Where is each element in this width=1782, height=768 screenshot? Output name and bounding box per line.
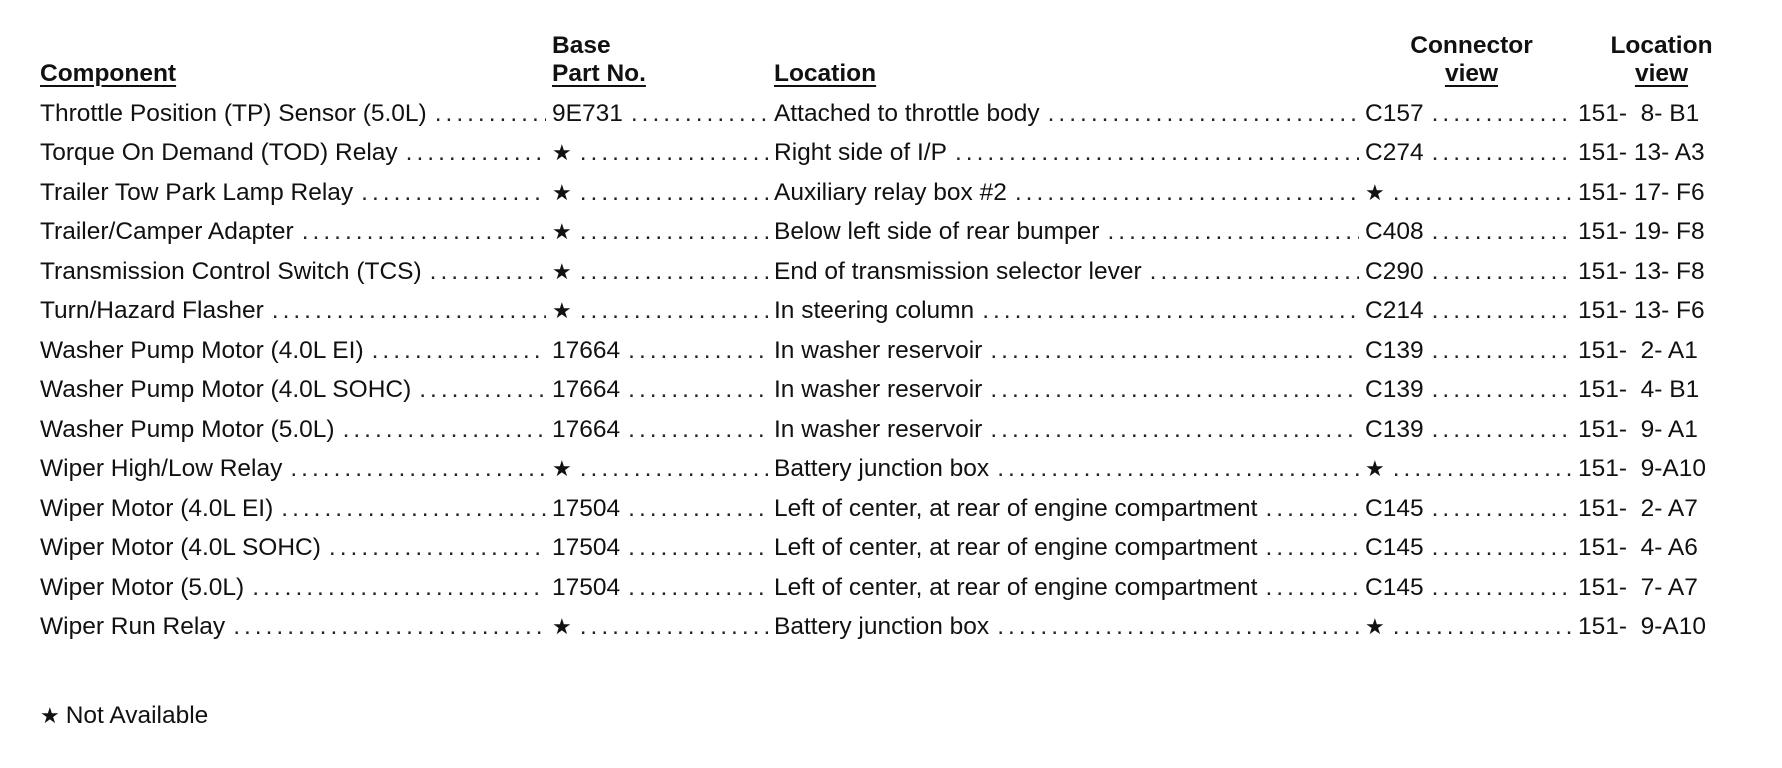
cell-location [774,450,1365,490]
part-text: ★ [552,614,572,640]
cell-component [40,331,552,371]
cell-connector [1365,568,1578,608]
dot-leader [1432,495,1572,523]
location-text: Attached to throttle body [774,99,1040,127]
dot-leader [628,416,768,444]
cell-view: 151- 9- A1 [1578,415,1698,443]
component-text: Wiper Run Relay [40,613,226,641]
part-text: 17504 [552,494,621,522]
dot-leader [580,139,768,167]
cell-location [774,489,1365,529]
connector-text: C290 [1365,257,1424,285]
component-text: Wiper Motor (5.0L) [40,573,245,601]
cell-part [552,568,774,608]
dot-leader [1265,495,1359,523]
dot-leader [290,455,546,483]
table-row [40,489,1745,529]
cell-connector [1365,489,1578,529]
dot-leader [329,534,546,562]
table-row [40,608,1745,648]
cell-part [552,94,774,134]
cell-connector [1365,371,1578,411]
cell-view: 151- 13- F8 [1578,257,1705,285]
cell-connector [1365,608,1578,648]
dot-leader [1393,179,1572,207]
cell-component [40,173,552,213]
table-row [40,292,1745,332]
cell-location [774,292,1365,332]
dot-leader [372,337,546,365]
dot-leader [628,337,768,365]
cell-view: 151- 9-A10 [1578,613,1707,641]
table-header-row [40,32,1745,94]
cell-view: 151- 13- A3 [1578,139,1705,167]
header-base-part-no: Base Part No. [552,32,646,87]
table-row [40,134,1745,174]
dot-leader [1048,100,1359,128]
part-text: ★ [552,140,572,166]
cell-view: 151- 7- A7 [1578,573,1698,601]
dot-leader [1015,179,1359,207]
connector-text: ★ [1365,456,1385,482]
cell-connector [1365,173,1578,213]
location-text: In washer reservoir [774,415,983,443]
part-text: ★ [552,219,572,245]
connector-text: C145 [1365,534,1424,562]
dot-leader [1265,574,1359,602]
component-text: Washer Pump Motor (5.0L) [40,415,335,443]
dot-leader [361,179,546,207]
component-text: Washer Pump Motor (4.0L SOHC) [40,376,412,404]
dot-leader [281,495,546,523]
dot-leader [990,416,1359,444]
connector-text: C157 [1365,99,1424,127]
dot-leader [1432,139,1572,167]
table-body [40,94,1745,647]
cell-part [552,608,774,648]
connector-text: C145 [1365,573,1424,601]
cell-view: 151- 17- F6 [1578,178,1705,206]
location-text: Below left side of rear bumper [774,218,1100,246]
cell-part [552,371,774,411]
footnote [40,702,208,730]
table-row [40,450,1745,490]
table-row [40,213,1745,253]
connector-text: ★ [1365,179,1385,205]
dot-leader [1150,258,1359,286]
cell-part [552,450,774,490]
table-row [40,252,1745,292]
part-text: ★ [552,298,572,324]
table-row [40,173,1745,213]
cell-location [774,568,1365,608]
cell-location [774,173,1365,213]
component-text: Throttle Position (TP) Sensor (5.0L) [40,99,427,127]
cell-part [552,529,774,569]
dot-leader [580,297,768,325]
cell-location [774,94,1365,134]
table-row [40,529,1745,569]
part-text: ★ [552,456,572,482]
table-row [40,331,1745,371]
cell-location [774,134,1365,174]
cell-connector [1365,213,1578,253]
cell-connector [1365,331,1578,371]
footnote-text: Not Available [65,702,209,729]
cell-component [40,371,552,411]
part-text: 17504 [552,534,621,562]
component-text: Washer Pump Motor (4.0L EI) [40,336,364,364]
header-location-view: Location view [1610,32,1713,87]
cell-part [552,410,774,450]
component-text: Wiper Motor (4.0L EI) [40,494,274,522]
dot-leader [628,495,768,523]
cell-connector [1365,529,1578,569]
dot-leader [1432,376,1572,404]
component-text: Trailer/Camper Adapter [40,218,294,246]
component-text: Torque On Demand (TOD) Relay [40,139,398,167]
component-text: Wiper High/Low Relay [40,455,283,483]
dot-leader [1432,297,1572,325]
connector-text: C145 [1365,494,1424,522]
header-connector-view: Connector view [1410,32,1533,87]
part-text: 9E731 [552,99,623,127]
dot-leader [272,297,546,325]
cell-location [774,529,1365,569]
cell-location [774,371,1365,411]
cell-part [552,252,774,292]
dot-leader [628,376,768,404]
location-text: In washer reservoir [774,336,983,364]
component-text: Turn/Hazard Flasher [40,297,264,325]
dot-leader [1432,534,1572,562]
cell-part [552,489,774,529]
cell-connector [1365,252,1578,292]
cell-component [40,608,552,648]
cell-connector [1365,134,1578,174]
cell-location [774,331,1365,371]
dot-leader [580,179,768,207]
star-icon: ★ [40,703,60,728]
component-text: Transmission Control Switch (TCS) [40,257,422,285]
connector-text: C408 [1365,218,1424,246]
component-text: Wiper Motor (4.0L SOHC) [40,534,321,562]
cell-location [774,608,1365,648]
dot-leader [343,416,546,444]
dot-leader [406,139,546,167]
dot-leader [430,258,546,286]
dot-leader [1432,100,1572,128]
header-location: Location [774,60,877,87]
dot-leader [252,574,546,602]
part-text: ★ [552,179,572,205]
connector-text: C274 [1365,139,1424,167]
dot-leader [1432,218,1572,246]
dot-leader [233,613,546,641]
cell-component [40,568,552,608]
location-text: Battery junction box [774,613,990,641]
cell-connector [1365,450,1578,490]
dot-leader [1432,416,1572,444]
header-component: Component [40,60,177,87]
cell-part [552,134,774,174]
cell-part [552,292,774,332]
cell-component [40,134,552,174]
part-text: ★ [552,258,572,284]
cell-view: 151- 19- F8 [1578,218,1705,246]
cell-view: 151- 9-A10 [1578,455,1707,483]
location-text: Left of center, at rear of engine compartment [774,494,1258,522]
dot-leader [1432,258,1572,286]
dot-leader [435,100,546,128]
dot-leader [628,534,768,562]
location-text: Auxiliary relay box #2 [774,178,1007,206]
cell-component [40,489,552,529]
component-location-index [40,32,1745,647]
connector-text: ★ [1365,614,1385,640]
cell-connector [1365,94,1578,134]
cell-component [40,94,552,134]
location-text: Right side of I/P [774,139,947,167]
table-row [40,371,1745,411]
dot-leader [982,297,1359,325]
cell-connector [1365,292,1578,332]
cell-component [40,252,552,292]
dot-leader [1393,613,1572,641]
cell-location [774,410,1365,450]
dot-leader [580,613,768,641]
cell-view: 151- 4- A6 [1578,534,1698,562]
dot-leader [1393,455,1572,483]
table-row [40,410,1745,450]
cell-view: 151- 2- A7 [1578,494,1698,522]
cell-part [552,173,774,213]
location-text: In washer reservoir [774,376,983,404]
cell-location [774,213,1365,253]
cell-view: 151- 8- B1 [1578,99,1700,127]
cell-view: 151- 13- F6 [1578,297,1705,325]
connector-text: C214 [1365,297,1424,325]
cell-component [40,450,552,490]
dot-leader [580,455,768,483]
cell-location [774,252,1365,292]
dot-leader [997,455,1359,483]
dot-leader [990,376,1359,404]
dot-leader [302,218,546,246]
connector-text: C139 [1365,376,1424,404]
dot-leader [580,218,768,246]
connector-text: C139 [1365,415,1424,443]
location-text: Left of center, at rear of engine compartment [774,573,1258,601]
part-text: 17504 [552,573,621,601]
dot-leader [1432,337,1572,365]
component-location-table [40,32,1745,647]
location-text: Left of center, at rear of engine compartment [774,534,1258,562]
dot-leader [1265,534,1359,562]
cell-component [40,529,552,569]
cell-component [40,410,552,450]
cell-component [40,292,552,332]
cell-part [552,213,774,253]
dot-leader [997,613,1359,641]
dot-leader [628,574,768,602]
table-row [40,94,1745,134]
location-text: Battery junction box [774,455,990,483]
part-text: 17664 [552,336,621,364]
dot-leader [990,337,1359,365]
cell-component [40,213,552,253]
dot-leader [1432,574,1572,602]
cell-connector [1365,410,1578,450]
dot-leader [580,258,768,286]
connector-text: C139 [1365,336,1424,364]
dot-leader [631,100,768,128]
location-text: End of transmission selector lever [774,257,1142,285]
dot-leader [419,376,546,404]
component-text: Trailer Tow Park Lamp Relay [40,178,354,206]
part-text: 17664 [552,415,621,443]
cell-view: 151- 2- A1 [1578,336,1698,364]
part-text: 17664 [552,376,621,404]
dot-leader [955,139,1359,167]
cell-part [552,331,774,371]
location-text: In steering column [774,297,975,325]
cell-view: 151- 4- B1 [1578,376,1700,404]
table-row [40,568,1745,608]
dot-leader [1107,218,1359,246]
